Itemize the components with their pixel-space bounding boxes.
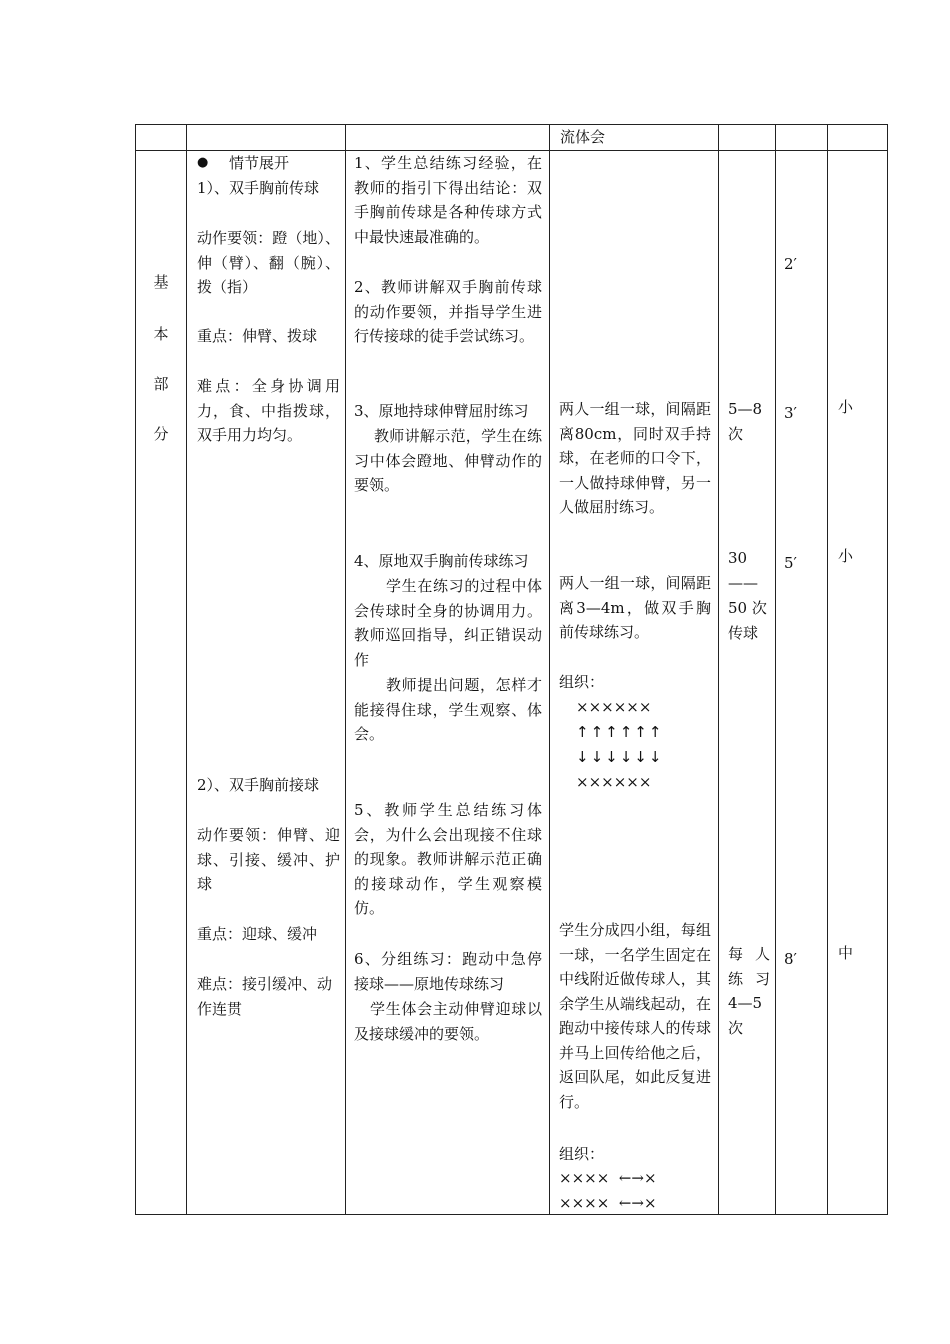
reps-2: 30 [728,549,748,567]
bullet-icon: ● [197,155,209,170]
continued-text: 流体会 [560,128,606,146]
item2-title: 2）、双手胸前接球 [197,776,320,794]
reps-3: 每 人练 习4—5次 [728,945,770,1037]
activity-2: 2、教师讲解双手胸前传球的动作要领，并指导学生进行传接球的徒手尝试练习。 [354,278,542,345]
time-4: 8′ [784,950,797,968]
item2-keypoints: 动作要领：伸臂、迎球、引接、缓冲、护球 [197,826,340,893]
activity-5: 5、教师学生总结练习体会，为什么会出现接不住球的现象。教师讲解示范正确的接球动作，学生观察模仿。 [354,801,542,917]
activity-1: 1、学生总结练习经验，在教师的指引下得出结论：双手胸前传球是各种传球方式中最快速最准确的。 [354,154,542,246]
section-label-char: 分 [153,425,169,443]
organization-label: 组织： [559,1145,605,1163]
table-row-header-continuation [136,125,888,151]
formation-row: ×××××× [576,773,652,791]
time-cell [776,151,828,1215]
intensity-3: 中 [838,944,854,962]
reps-2-max: 50 次 [728,599,767,617]
repetitions-cell [719,151,776,1215]
reps-1-unit: 次 [728,425,744,443]
section-label-char: 部 [153,375,169,393]
formation-row-exchange: ×××× ←→× [559,1194,657,1212]
cell-empty [136,125,187,151]
organization-2: 两人一组一球，间隔距离3—4m，做双手胸前传球练习。 [559,574,711,641]
cell-continued-text [550,125,719,151]
section-label-char: 基 [153,273,169,291]
cell-empty [828,125,888,151]
intensity-cell [828,151,888,1215]
item1-keypoints: 动作要领：蹬（地）、伸（臂）、翻（腕）、拨（指） [197,229,340,296]
activity-6-body: 学生体会主动伸臂迎球以及接球缓冲的要领。 [354,1000,542,1043]
content-cell [187,151,346,1215]
arrow-up-icon: ↑↑↑↑↑↑ [576,723,664,741]
section-label-char: 本 [153,325,169,343]
cell-empty [346,125,550,151]
section-heading: 情节展开 [229,154,290,172]
time-1: 2′ [784,255,797,273]
activities-cell [346,151,550,1215]
item2-difficulty: 难点：接引缓冲、动作连贯 [197,975,333,1018]
activity-4-title: 4、原地双手胸前传球练习 [354,552,529,570]
activity-4-question: 教师提出问题，怎样才能接得住球，学生观察、体会。 [354,676,542,743]
table-row-basic-section [136,151,888,1215]
reps-1: 5—8 [728,400,763,418]
formation-row-exchange: ×××× ←→× [559,1169,657,1187]
organization-cell [550,151,719,1215]
activity-3-title: 3、原地持球伸臂屈肘练习 [354,402,529,420]
cell-empty [719,125,776,151]
item1-difficulty: 难点：全身协调用力，食、中指拨球，双手用力均匀。 [197,377,340,444]
activity-3-body: 教师讲解示范，学生在练习中体会蹬地、伸臂动作的要领。 [354,427,542,494]
lesson-plan-table [135,124,888,1215]
time-3: 5′ [784,554,797,572]
cell-empty [776,125,828,151]
organization-label: 组织： [559,673,605,691]
intensity-1: 小 [838,398,854,416]
activity-6-title: 6、分组练习：跑动中急停接球——原地传球练习 [354,950,542,993]
arrow-down-icon: ↓↓↓↓↓↓ [576,748,664,766]
item1-focus: 重点：伸臂、拨球 [197,327,318,345]
reps-2-unit: 传球 [728,624,759,642]
organization-1: 两人一组一球，间隔距离80cm，同时双手持球，在老师的口令下，一人做持球伸臂，另一人做屈肘练习。 [559,400,711,516]
time-2: 3′ [784,404,797,422]
item2-focus: 重点：迎球、缓冲 [197,925,318,943]
activity-4-body: 学生在练习的过程中体会传球时全身的协调用力。教师巡回指导，纠正错误动作 [354,577,542,669]
reps-2-dash: —— [728,574,758,592]
section-label-cell [136,151,187,1215]
cell-empty [187,125,346,151]
intensity-2: 小 [838,547,854,565]
formation-row: ×××××× [576,698,652,716]
organization-3: 学生分成四小组，每组一球，一名学生固定在中线附近做传球人，其余学生从端线起动，在跑动中接传球人的传球并马上回传给他之后，返回队尾，如此反复进行。 [559,921,711,1111]
item1-title: 1）、双手胸前传球 [197,179,320,197]
